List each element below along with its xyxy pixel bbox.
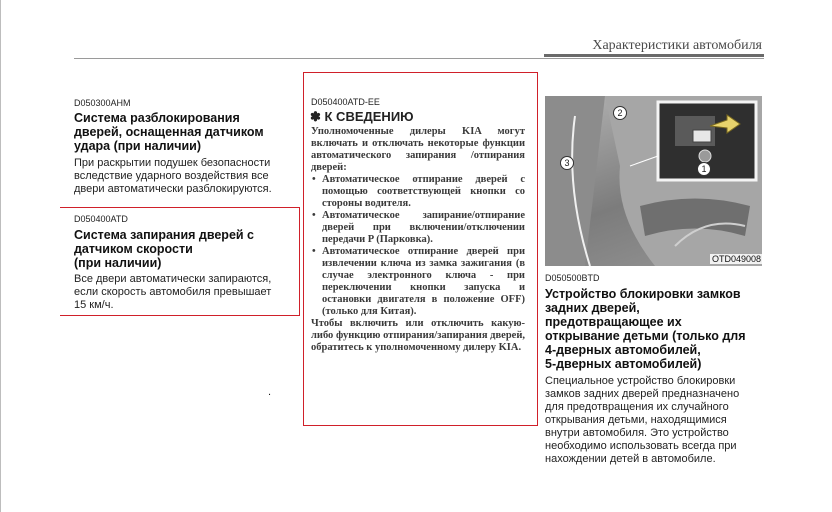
callout-3: 3 [560,156,574,170]
block1-heading [74,111,304,153]
block1-body-line: двери автоматически разблокируются. [74,183,272,195]
block3-body-line: необходимо использовать всегда при [545,440,737,452]
block3-body-line: Специальное устройство блокировки [545,375,736,387]
block3-heading [545,287,767,371]
block3-heading-line: Устройство блокировки замков [545,287,741,301]
block1-heading-line: дверей, оснащенная датчиком [74,125,264,139]
note-heading: ✽ К СВЕДЕНИЮ [310,109,414,124]
note-code: D050400ATD-EE [311,97,380,107]
block1-body-line: При раскрытии подушек безопасности [74,157,271,169]
block1-code: D050300AHM [74,98,131,108]
block2-code: D050400ATD [74,214,128,224]
block3-heading-line: задних дверей, [545,301,640,315]
block2-heading-line: Система запирания дверей с [74,228,255,242]
door-illustration [545,96,762,266]
figure-id: OTD049008 [712,254,762,264]
block3-body-line: нахождении детей в автомобиле. [545,453,716,465]
block3-code: D050500BTD [545,273,600,283]
note-bullet: • Автоматическое отпирание дверей при извлечении ключа из замка зажигания (в случае электронного ключа - при переключении кнопки запуска и остановки двигателя в положение OFF) (только для Китая). [311,246,525,318]
block1-heading-line: удара (при наличии) [74,139,202,153]
block3-heading-line: открывание детьми (только для [545,329,746,343]
child-lock-photo [545,96,762,266]
note-bullet: • Автоматическое отпирание дверей с помощью соответствующей кнопки со стороны водителя. [311,174,525,210]
block2-body-line: 15 км/ч. [74,299,114,311]
block2-body-line: Все двери автоматически запираются, [74,273,272,285]
block3-heading-line: предотвращающее их [545,315,682,329]
block1-heading-line: Система разблокирования [74,111,240,125]
block3-body [545,375,767,466]
block3-body-line: открывания детьми, находящимися [545,414,727,426]
block2-heading-line: датчиком скорости [74,242,193,256]
note-intro: Уполномоченные дилеры KIA могут включать и отключать некоторые функции автоматического запирания /отпирания дверей: [311,126,525,173]
note-bullet: • Автоматическое запирание/отпирание дверей при включении/отключении передачи P (Парковка). [311,210,525,246]
block2-body [74,273,298,312]
note-outro: Чтобы включить или отключить какую-либо функцию отпирания/запирания дверей, обратитесь к уполномоченному дилеру KIA. [311,318,525,353]
callout-2: 2 [613,106,627,120]
callout-1: 1 [697,162,711,176]
stray-dot: . [268,386,272,398]
section-header-title: Характеристики автомобиля [592,38,762,53]
section-header-rule [544,54,764,57]
block3-body-line: внутри автомобиля. Это устройство [545,427,729,439]
block2-body-line: если скорость автомобиля превышает [74,286,272,298]
note-body [311,126,525,354]
block3-heading-line: 4-дверных автомобилей, [545,343,701,357]
page-edge-line [0,0,1,512]
block1-body-line: вследствие ударного воздействия все [74,170,269,182]
block3-heading-line: 5-дверных автомобилей) [545,357,702,371]
block2-heading [74,228,298,270]
block2-heading-line: (при наличии) [74,256,162,270]
block1-body [74,157,304,196]
page-top-rule [74,58,764,59]
block3-body-line: замков задних дверей предназначено [545,388,740,400]
note-bullet-list [311,174,525,318]
block3-body-line: для предотвращения их случайного [545,401,729,413]
